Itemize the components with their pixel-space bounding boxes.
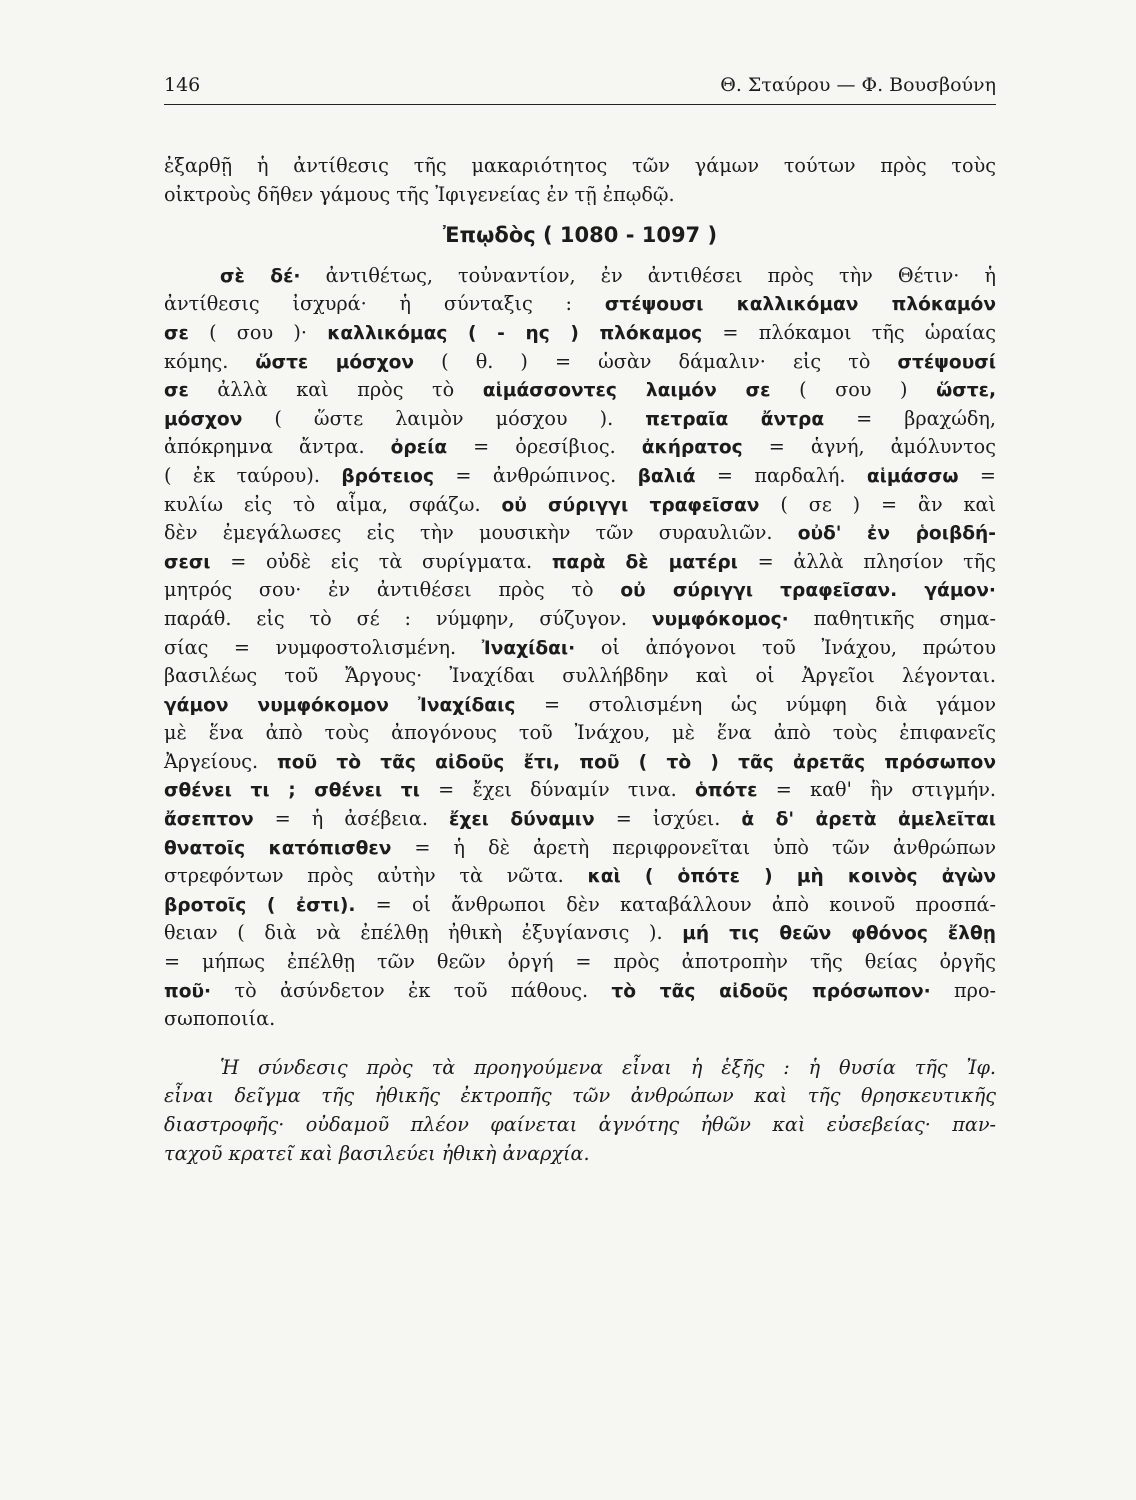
lemma: σὲ δέ· (220, 265, 301, 287)
gloss: ( σε ) = ἂν καὶ (759, 492, 996, 516)
lemma: οὐδ' ἐν ῥοιβδή- (797, 523, 996, 545)
gloss: = (958, 463, 996, 487)
page-header (164, 70, 996, 104)
closing-line: ταχοῦ κρατεῖ καὶ βασιλεύει ἠθικὴ ἀναρχία. (164, 1141, 590, 1165)
lemma: ἔχει δύναμιν (448, 809, 595, 831)
commentary-line (164, 319, 996, 348)
commentary-line (164, 576, 996, 605)
lemma: βαλιά (637, 465, 696, 487)
commentary-line (164, 433, 996, 462)
gloss: = ἡ ἀσέβεια. (253, 807, 449, 831)
gloss: = ἔχει δύναμίν τινα. (419, 778, 696, 802)
commentary-line (164, 977, 996, 1006)
gloss: ἀπόκρημνα ἄντρα. (164, 435, 391, 459)
commentary-line (164, 1005, 996, 1034)
lemma: παρὰ δὲ ματέρι (551, 551, 738, 573)
lemma: νυμφόκομος· (651, 608, 789, 630)
lemma: στέψουσί (897, 351, 996, 373)
commentary-line (164, 662, 996, 691)
lemma: μόσχον (164, 408, 243, 430)
commentary-line (164, 891, 996, 920)
lemma: βροτοῖς ( ἐστι). (164, 894, 356, 916)
closing-paragraph (164, 1054, 996, 1168)
lemma: Ἰναχίδαι· (481, 637, 576, 659)
commentary-line (164, 805, 996, 834)
commentary-line (164, 719, 996, 748)
gloss: = ὀρεσίβιος. (447, 435, 642, 459)
lemma: σεσι (164, 551, 211, 573)
commentary-line (164, 776, 996, 805)
gloss: ἀλλὰ καὶ πρὸς τὸ (188, 378, 483, 402)
commentary-line (164, 748, 996, 777)
lemma: γάμον νυμφόκομον Ἰναχίδαις (164, 694, 516, 716)
intro-line: ἐξαρθῇ ἡ ἀντίθεσις τῆς μακαριότητος τῶν γάμων τούτων πρὸς τοὺς (164, 154, 996, 177)
lemma: σε (164, 380, 189, 402)
commentary-line (164, 262, 996, 291)
lemma: στέψουσι καλλικόμαν πλόκαμόν (604, 294, 996, 316)
gloss: στρεφόντων πρὸς αὐτὴν τὰ νῶτα. (164, 864, 588, 888)
gloss: ( θ. ) = ὡσὰν δάμαλιν· εἰς τὸ (414, 349, 898, 373)
closing-line: Ἡ σύνδεσις πρὸς τὰ προηγούμενα εἶναι ἡ ἑξῆς : ἡ θυσία τῆς Ἰφ. (220, 1055, 996, 1079)
commentary-line (164, 919, 996, 948)
gloss: = ἀλλὰ πλησίον τῆς (737, 549, 997, 573)
commentary-line (164, 376, 996, 405)
lemma: καλλικόμας ( - ης ) πλόκαμος (327, 322, 703, 344)
commentary-line (164, 834, 996, 863)
lemma: ὥστε μόσχον (255, 351, 415, 373)
commentary-line (164, 348, 996, 377)
lemma: ποῦ· (164, 980, 212, 1002)
commentary-line (164, 862, 996, 891)
gloss: ( σου )· (188, 320, 328, 344)
closing-line: εἶναι δεῖγμα τῆς ἠθικῆς ἐκτροπῆς τῶν ἀνθρώπων καὶ τῆς θρησκευτικῆς (164, 1084, 996, 1108)
gloss: ἀντίθεσις ἰσχυρά· ἡ σύνταξις : (164, 292, 605, 316)
lemma: ὀρεία (390, 437, 448, 459)
gloss: προ- (930, 978, 996, 1002)
lemma: ποῦ τὸ τᾶς αἰδοῦς ἔτι, ποῦ ( τὸ ) τᾶς ἀρετᾶς πρόσωπον (277, 751, 996, 773)
gloss: σωποποιία. (164, 1007, 276, 1031)
gloss: ( ὥστε λαιμὸν μόσχου ). (242, 406, 646, 430)
lemma: οὐ σύριγγι τραφεῖσαν (501, 494, 760, 516)
gloss: κυλίω εἰς τὸ αἷμα, σφάζω. (164, 492, 502, 516)
running-head-authors: Θ. Σταύρου — Φ. Βουσβούνη (720, 74, 996, 96)
section-heading: Ἐπῳδὸς ( 1080 - 1097 ) (442, 223, 718, 248)
gloss: = ἁγνή, ἀμόλυντος (742, 435, 996, 459)
gloss: = στολισμένη ὡς νύμφη διὰ γάμον (515, 692, 996, 716)
gloss: μὲ ἕνα ἀπὸ τοὺς ἀπογόνους τοῦ Ἰνάχου, μὲ ἕνα ἀπὸ τοὺς ἐπιφανεῖς (164, 721, 996, 745)
gloss: κόμης. (164, 349, 256, 373)
closing-line: διαστροφῆς· οὐδαμοῦ πλέον φαίνεται ἁγνότης ἠθῶν καὶ εὐσεβείας· παν- (164, 1113, 996, 1136)
gloss: μητρός σου· ἐν ἀντιθέσει πρὸς τὸ (164, 578, 621, 602)
gloss: = καθ' ἣν στιγμήν. (757, 778, 996, 802)
gloss: Ἀργείους. (164, 749, 278, 773)
header-rule (164, 104, 996, 105)
lemma: αἱμάσσοντες λαιμόν σε (482, 380, 771, 402)
lemma: ὥστε, (936, 380, 997, 402)
lemma: ὁπότε (695, 780, 758, 802)
lemma: τὸ τᾶς αἰδοῦς πρόσωπον· (611, 980, 931, 1002)
lemma: ἁ δ' ἀρετὰ ἀμελεῖται (741, 809, 997, 831)
lemma: βρότειος (341, 465, 434, 487)
gloss: = ἡ δὲ ἀρετὴ περιφρονεῖται ὑπὸ τῶν ἀνθρώπων (391, 835, 996, 859)
gloss: = οὐδὲ εἰς τὰ συρίγματα. (210, 549, 552, 573)
commentary (164, 262, 996, 1034)
page-body (164, 152, 996, 1168)
commentary-line (164, 519, 996, 548)
gloss: = μήπως ἐπέλθῃ τῶν θεῶν ὀργή = πρὸς ἀποτροπὴν τῆς θείας ὀργῆς (164, 950, 996, 974)
commentary-line (164, 462, 996, 491)
page-number: 146 (164, 74, 201, 96)
gloss: = οἱ ἄνθρωποι δὲν καταβάλλουν ἀπὸ κοινοῦ προσπά- (355, 892, 996, 916)
gloss: ἀντιθέτως, τοὐναντίον, ἐν ἀντιθέσει πρὸς τὴν Θέτιν· ἡ (300, 263, 996, 287)
lemma: αἱμάσσω (866, 465, 959, 487)
gloss: παράθ. εἰς τὸ σέ : νύμφην, σύζυγον. (164, 606, 652, 630)
lemma: μή τις θεῶν φθόνος ἔλθῃ (682, 923, 997, 945)
lemma: σθένει τι ; σθένει τι (164, 780, 420, 802)
lemma: πετραῖα ἄντρα (645, 408, 825, 430)
gloss: τὸ ἀσύνδετον ἐκ τοῦ πάθους. (211, 978, 612, 1002)
commentary-line (164, 405, 996, 434)
lemma: ἄσεπτον (164, 809, 254, 831)
gloss: σίας = νυμφοστολισμένη. (164, 635, 482, 659)
lemma: καὶ ( ὁπότε ) μὴ κοινὸς ἀγὼν (587, 866, 996, 888)
commentary-line (164, 691, 996, 720)
gloss: = πλόκαμοι τῆς ὡραίας (702, 320, 996, 344)
gloss: = βραχώδη, (824, 406, 996, 430)
gloss: θειαν ( διὰ νὰ ἐπέλθῃ ἠθικὴ ἐξυγίανσις ). (164, 921, 683, 945)
lemma: σε (164, 322, 189, 344)
gloss: δὲν ἐμεγάλωσες εἰς τὴν μουσικὴν τῶν συραυλιῶν. (164, 521, 798, 545)
lemma: ἀκήρατος (641, 437, 743, 459)
intro-line: οἰκτροὺς δῆθεν γάμους τῆς Ἰφιγενείας ἐν τῇ ἐπῳδῷ. (164, 182, 675, 206)
lemma: οὐ σύριγγι τραφεῖσαν. γάμον· (620, 580, 997, 602)
gloss: = ἰσχύει. (594, 807, 742, 831)
commentary-line (164, 948, 996, 977)
commentary-line (164, 548, 996, 577)
commentary-line (164, 605, 996, 634)
commentary-line (164, 290, 996, 319)
gloss: = ἀνθρώπινος. (433, 463, 638, 487)
gloss: οἱ ἀπόγονοι τοῦ Ἰνάχου, πρώτου (575, 635, 996, 659)
gloss: ( ἐκ ταύρου). (164, 463, 342, 487)
gloss: = παρδαλή. (695, 463, 867, 487)
gloss: βασιλέως τοῦ Ἄργους· Ἰναχίδαι συλλήβδην καὶ οἱ Ἀργεῖοι λέγονται. (164, 664, 996, 688)
gloss: παθητικῆς σημα- (788, 606, 996, 630)
gloss: ( σου ) (770, 378, 937, 402)
commentary-line (164, 634, 996, 663)
commentary-line (164, 491, 996, 520)
lemma: θνατοῖς κατόπισθεν (164, 837, 392, 859)
